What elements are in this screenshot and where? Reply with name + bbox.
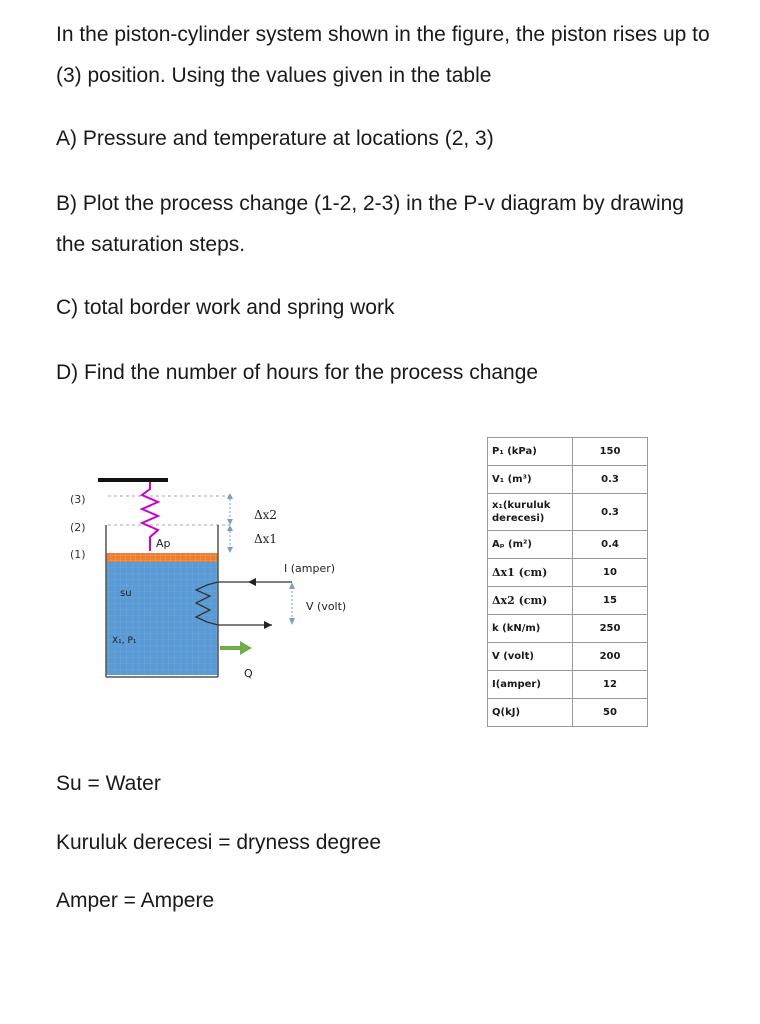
top-support-bar	[98, 478, 168, 482]
definition-amper: Amper = Ampere	[56, 889, 215, 912]
definition-kuruluk: Kuruluk derecesi = dryness degree	[56, 831, 382, 854]
table-value-dx1: 10	[573, 559, 648, 587]
piston-area-label: Ap	[156, 537, 171, 550]
table-value-heat: 50	[573, 699, 648, 727]
table-row	[488, 559, 648, 587]
table-label-x1: x₁(kuruluk derecesi)	[488, 494, 573, 531]
table-label-dx1: Δx1 (cm)	[488, 559, 573, 587]
parameters-table	[487, 437, 648, 727]
heat-arrowhead	[240, 641, 252, 655]
heat-label: Q	[244, 667, 253, 680]
table-row	[488, 699, 648, 727]
table-label-p1: P₁ (kPa)	[488, 438, 573, 466]
question-b: B) Plot the process change (1-2, 2-3) in the P-v diagram by drawing the saturation steps.	[56, 192, 684, 256]
voltage-label: V (volt)	[306, 600, 347, 613]
definition-su: Su = Water	[56, 772, 161, 795]
table-value-p1: 150	[573, 438, 648, 466]
current-arrowhead	[248, 578, 256, 586]
question-a: A) Pressure and temperature at locations (2, 3)	[56, 127, 494, 150]
table-row	[488, 587, 648, 615]
table-label-dx2: Δx2 (cm)	[488, 587, 573, 615]
water-grid	[106, 562, 218, 675]
table-value-x1: 0.3	[573, 494, 648, 531]
question-c: C) total border work and spring work	[56, 296, 395, 319]
table-label-voltage: V (volt)	[488, 643, 573, 671]
table-value-v1: 0.3	[573, 466, 648, 494]
position-label-1: (1)	[70, 548, 86, 561]
table-row	[488, 531, 648, 559]
table-row	[488, 615, 648, 643]
piston-cylinder-figure	[60, 465, 390, 695]
table-label-k: k (kN/m)	[488, 615, 573, 643]
table-row	[488, 466, 648, 494]
return-arrowhead	[264, 621, 272, 629]
table-value-k: 250	[573, 615, 648, 643]
table-label-current: I(amper)	[488, 671, 573, 699]
dx1-label: Δx1	[254, 532, 278, 546]
state-label: X₁, P₁	[112, 636, 137, 646]
table-row	[488, 643, 648, 671]
question-d: D) Find the number of hours for the process change	[56, 361, 539, 384]
table-label-ap: Aₚ (m²)	[488, 531, 573, 559]
piston-grid	[106, 553, 218, 562]
table-label-v1: V₁ (m³)	[488, 466, 573, 494]
dx1-arrow-top	[227, 525, 233, 531]
table-value-ap: 0.4	[573, 531, 648, 559]
table-row	[488, 671, 648, 699]
table-row	[488, 494, 648, 531]
table-value-voltage: 200	[573, 643, 648, 671]
problem-intro: In the piston-cylinder system shown in the figure, the piston rises up to (3) position. Using the values given in the table	[56, 23, 710, 87]
position-label-3: (3)	[70, 493, 86, 506]
table-row	[488, 438, 648, 466]
current-label: I (amper)	[284, 562, 336, 575]
table-value-current: 12	[573, 671, 648, 699]
table-value-dx2: 15	[573, 587, 648, 615]
voltage-arrow-bottom	[289, 618, 295, 625]
dx1-arrow-bottom	[227, 547, 233, 553]
fluid-label: su	[120, 588, 132, 599]
dx2-arrow-bottom	[227, 519, 233, 525]
voltage-arrow-top	[289, 582, 295, 589]
dx2-label: Δx2	[254, 508, 278, 522]
dx2-arrow-top	[227, 493, 233, 499]
position-label-2: (2)	[70, 521, 86, 534]
table-label-heat: Q(kJ)	[488, 699, 573, 727]
